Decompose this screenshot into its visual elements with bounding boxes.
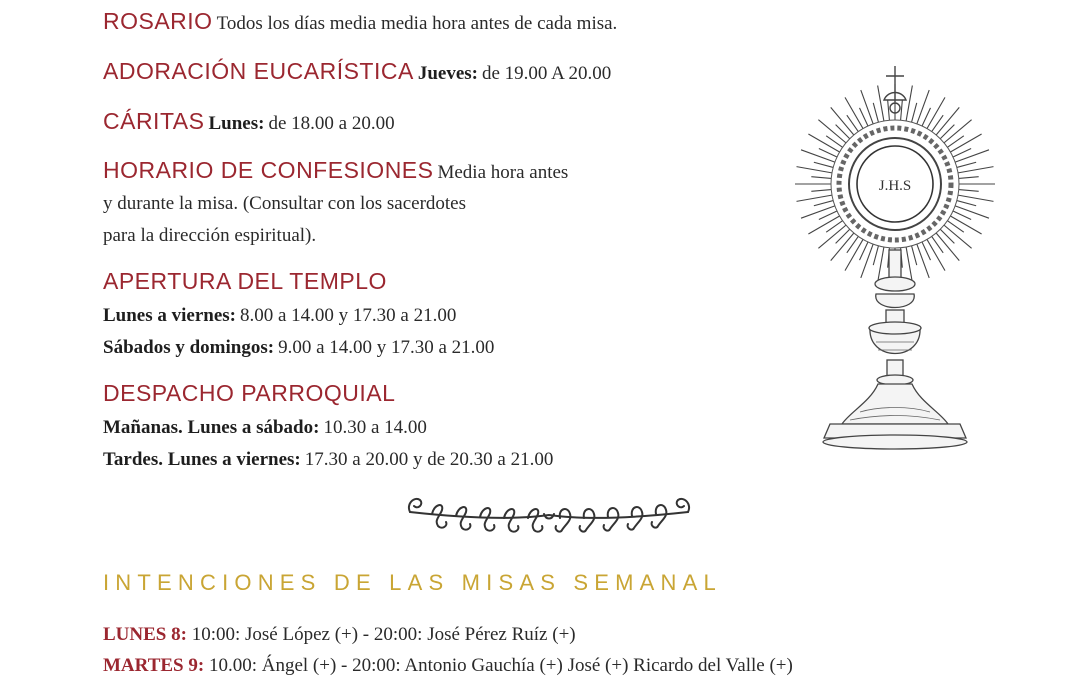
- monstrance-ray: [959, 190, 979, 192]
- monstrance-ray: [922, 242, 930, 260]
- despacho-row1-label: Mañanas. Lunes a sábado:: [103, 417, 320, 438]
- monstrance-ray: [873, 246, 878, 265]
- confesiones-text-3: para la dirección espiritual).: [103, 225, 317, 246]
- monstrance-ray: [927, 97, 945, 128]
- monstrance-ray: [906, 247, 912, 282]
- adoracion-day-label: Jueves:: [417, 63, 478, 84]
- monstrance-ray: [957, 162, 976, 167]
- monstrance-ray: [958, 167, 993, 173]
- apertura-heading: APERTURA DEL TEMPLO: [103, 268, 387, 294]
- caritas-time: de 18.00 a 20.00: [268, 113, 395, 134]
- confesiones-heading: HORARIO DE CONFESIONES: [103, 157, 434, 183]
- despacho-row2-label: Tardes. Lunes a viernes:: [103, 449, 301, 470]
- adoracion-time: de 19.00 A 20.00: [481, 63, 612, 84]
- monstrance-ray: [819, 211, 837, 219]
- apertura-row-weekdays: [103, 305, 456, 327]
- monstrance-ray: [801, 206, 835, 218]
- monstrance-ray: [953, 211, 971, 219]
- monstrance-ray: [917, 244, 929, 278]
- monstrance-ray: [953, 149, 971, 157]
- monstrance-ray: [906, 86, 912, 121]
- monstrance-ray: [878, 86, 884, 121]
- rosario-line: [103, 8, 617, 35]
- intencion-item: [103, 624, 576, 646]
- rosario-text: Todos los días media media hora antes de cada misa.: [216, 13, 618, 34]
- monstrance-ray: [888, 100, 890, 120]
- confesiones-line: [103, 157, 568, 184]
- despacho-heading: DESPACHO PARROQUIAL: [103, 380, 396, 406]
- intenciones-title: INTENCIONES DE LAS MISAS SEMANAL: [103, 570, 722, 595]
- monstrance-ray: [873, 103, 878, 122]
- apertura-row2-text: 9.00 a 14.00 y 17.30 a 21.00: [278, 337, 495, 358]
- despacho-row2-text: 17.30 a 20.00 y de 20.30 a 21.00: [304, 449, 554, 470]
- apertura-row1-text: 8.00 a 14.00 y 17.30 a 21.00: [240, 305, 457, 326]
- monstrance-ray: [957, 201, 976, 206]
- monstrance-ray: [917, 90, 929, 124]
- caritas-heading: CÁRITAS: [103, 108, 205, 134]
- monstrance-ray: [797, 167, 832, 173]
- intencion-day: MARTES 9:: [103, 655, 205, 676]
- rosario-heading: ROSARIO: [103, 8, 213, 34]
- monstrance-ray: [922, 108, 930, 126]
- monstrance-ray: [912, 246, 917, 265]
- monstrance-monogram: J.H.S: [878, 178, 912, 194]
- monstrance-ray: [955, 206, 989, 218]
- monstrance-icon: [790, 62, 1000, 454]
- monstrance-ray: [845, 239, 863, 270]
- monstrance-ray: [950, 134, 981, 152]
- monstrance-ray: [808, 216, 839, 234]
- despacho-row-afternoons: [103, 449, 553, 471]
- monstrance-ray: [927, 239, 945, 270]
- intencion-day: LUNES 8:: [103, 624, 187, 645]
- monstrance-ray: [811, 190, 831, 192]
- confesiones-text-1: Media hora antes: [437, 162, 569, 183]
- monstrance-ray: [912, 103, 917, 122]
- monstrance-ray: [959, 177, 979, 179]
- monstrance-ray: [811, 177, 831, 179]
- monstrance-ray: [808, 134, 839, 152]
- apertura-row-weekend: [103, 337, 494, 359]
- intencion-text: 10.00: Ángel (+) - 20:00: Antonio Gauchía (+) José (+) Ricardo del Valle (+): [208, 655, 793, 676]
- intencion-item: [103, 655, 793, 677]
- monstrance-ray: [950, 216, 981, 234]
- confesiones-text-2: y durante la misa. (Consultar con los sacerdotes: [103, 193, 467, 214]
- monstrance-ray: [819, 149, 837, 157]
- monstrance-ray: [814, 162, 833, 167]
- monstrance-ray: [814, 201, 833, 206]
- monstrance-ray: [901, 100, 903, 120]
- despacho-row-mornings: [103, 417, 427, 439]
- monstrance-ray: [860, 242, 868, 260]
- intencion-text: 10:00: José López (+) - 20:00: José Pérez Ruíz (+): [191, 624, 576, 645]
- monstrance-ray: [878, 247, 884, 282]
- monstrance-ray: [860, 108, 868, 126]
- monstrance-ray: [955, 150, 989, 162]
- adoracion-heading: ADORACIÓN EUCARÍSTICA: [103, 58, 414, 84]
- apertura-row2-label: Sábados y domingos:: [103, 337, 275, 358]
- caritas-line: [103, 108, 395, 135]
- apertura-row1-label: Lunes a viernes:: [103, 305, 236, 326]
- caritas-day-label: Lunes:: [208, 113, 265, 134]
- monstrance-ray: [797, 195, 832, 201]
- monstrance-ray: [861, 90, 873, 124]
- monstrance-ray: [845, 97, 863, 128]
- despacho-row1-text: 10.30 a 14.00: [323, 417, 427, 438]
- monstrance-ray: [861, 244, 873, 278]
- monstrance-ray: [801, 150, 835, 162]
- adoracion-line: [103, 58, 611, 85]
- floral-divider-icon: [404, 488, 694, 534]
- monstrance-ray: [958, 195, 993, 201]
